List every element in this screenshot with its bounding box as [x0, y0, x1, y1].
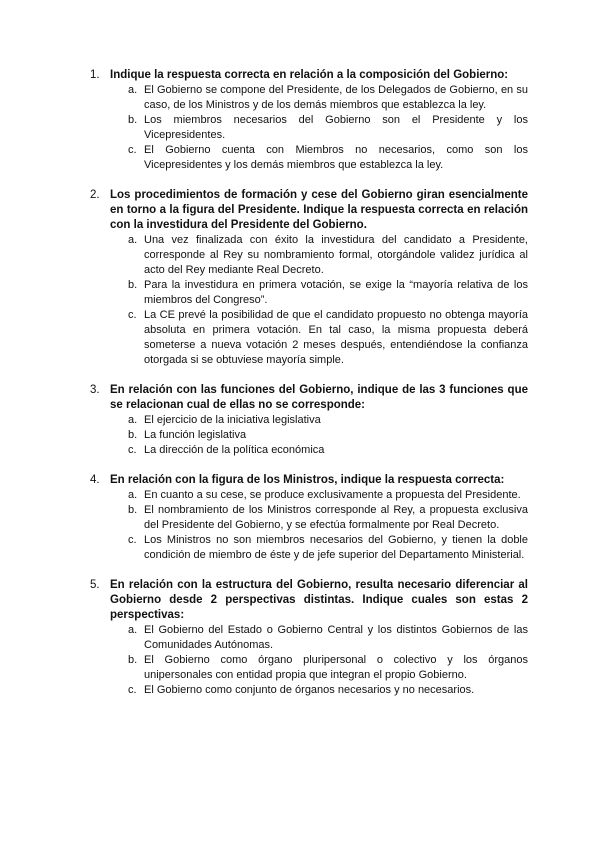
option-letter: a.	[128, 489, 138, 501]
option-letter: a.	[128, 234, 138, 246]
option-text: La función legislativa	[144, 429, 247, 441]
option-a	[110, 488, 528, 503]
option-text: El Gobierno como órgano pluripersonal o colectivo y los órganos unipersonales con entidad propia que integran el propio Gobierno.	[144, 654, 528, 681]
option-b	[110, 653, 528, 683]
option-text: Los Ministros no son miembros necesarios del Gobierno, y tienen la doble condición de miembro de éste y de jefe superior del Departamento Ministerial.	[144, 534, 528, 561]
option-letter: b.	[128, 114, 138, 126]
option-text: Los miembros necesarios del Gobierno son el Presidente y los Vicepresidentes.	[144, 114, 528, 141]
option-letter: c.	[128, 534, 137, 546]
question-number: 2.	[90, 189, 100, 201]
question-2	[88, 188, 528, 368]
question-text: En relación con la figura de los Ministros, indique la respuesta correcta:	[110, 474, 505, 486]
question-number: 5.	[90, 579, 100, 591]
question-text: Indique la respuesta correcta en relación a la composición del Gobierno:	[110, 69, 509, 81]
option-text: El nombramiento de los Ministros corresponde al Rey, a propuesta exclusiva del Presidente del Gobierno, y se efectúa formalmente por Real Decreto.	[144, 504, 528, 531]
option-letter: c.	[128, 144, 137, 156]
question-5	[88, 578, 528, 698]
option-letter: a.	[128, 84, 138, 96]
option-letter: c.	[128, 309, 137, 321]
option-letter: b.	[128, 654, 138, 666]
option-text: El Gobierno cuenta con Miembros no necesarios, como son los Vicepresidentes y los demás miembros que establezca la ley.	[144, 144, 528, 171]
question-number: 4.	[90, 474, 100, 486]
option-a	[110, 233, 528, 278]
option-text: Una vez finalizada con éxito la investidura del candidato a Presidente, corresponde al Rey su nombramiento formal, otorgándole validez jurídica al acto del Rey mediante Real Decreto.	[144, 234, 528, 276]
option-c	[110, 683, 528, 698]
option-text: En cuanto a su cese, se produce exclusivamente a propuesta del Presidente.	[144, 489, 521, 501]
option-letter: c.	[128, 444, 137, 456]
option-text: El Gobierno del Estado o Gobierno Central y los distintos Gobiernos de las Comunidades Autónomas.	[144, 624, 528, 651]
option-letter: b.	[128, 429, 138, 441]
option-text: La dirección de la política económica	[144, 444, 325, 456]
option-text: Para la investidura en primera votación, se exige la “mayoría relativa de los miembros del Congreso”.	[144, 279, 528, 306]
option-text: El ejercicio de la iniciativa legislativa	[144, 414, 321, 426]
option-list	[110, 413, 528, 458]
option-b	[110, 278, 528, 308]
question-text: Los procedimientos de formación y cese del Gobierno giran esencialmente en torno a la figura del Presidente. Indique la respuesta correcta en relación con la investidura del Presidente del Gobierno.	[110, 189, 528, 231]
question-1	[88, 68, 528, 173]
option-b	[110, 428, 528, 443]
option-letter: a.	[128, 624, 138, 636]
option-list	[110, 488, 528, 563]
option-letter: b.	[128, 279, 138, 291]
question-4	[88, 473, 528, 563]
option-text: El Gobierno como conjunto de órganos necesarios y no necesarios.	[144, 684, 475, 696]
option-a	[110, 413, 528, 428]
option-letter: c.	[128, 684, 137, 696]
option-c	[110, 143, 528, 173]
question-number: 1.	[90, 69, 100, 81]
question-text: En relación con la estructura del Gobierno, resulta necesario diferenciar al Gobierno desde 2 perspectivas distintas. Indique cuales son estas 2 perspectivas:	[110, 579, 528, 621]
question-number: 3.	[90, 384, 100, 396]
option-letter: a.	[128, 414, 138, 426]
option-c	[110, 533, 528, 563]
option-b	[110, 113, 528, 143]
option-a	[110, 623, 528, 653]
option-c	[110, 443, 528, 458]
question-text: En relación con las funciones del Gobierno, indique de las 3 funciones que se relacionan cual de ellas no se corresponde:	[110, 384, 528, 411]
option-c	[110, 308, 528, 368]
option-list	[110, 623, 528, 698]
question-3	[88, 383, 528, 458]
option-b	[110, 503, 528, 533]
option-letter: b.	[128, 504, 138, 516]
question-list	[88, 68, 528, 713]
option-list	[110, 233, 528, 368]
option-text: La CE prevé la posibilidad de que el candidato propuesto no obtenga mayoría absoluta en primera votación. En tal caso, la misma propuesta deberá someterse a nueva votación 2 meses después, entendiéndose la confianza otorgada si se obtuviese mayoría simple.	[144, 309, 528, 366]
option-a	[110, 83, 528, 113]
option-text: El Gobierno se compone del Presidente, de los Delegados de Gobierno, en su caso, de los Ministros y de los demás miembros que establezca la ley.	[144, 84, 528, 111]
option-list	[110, 83, 528, 173]
